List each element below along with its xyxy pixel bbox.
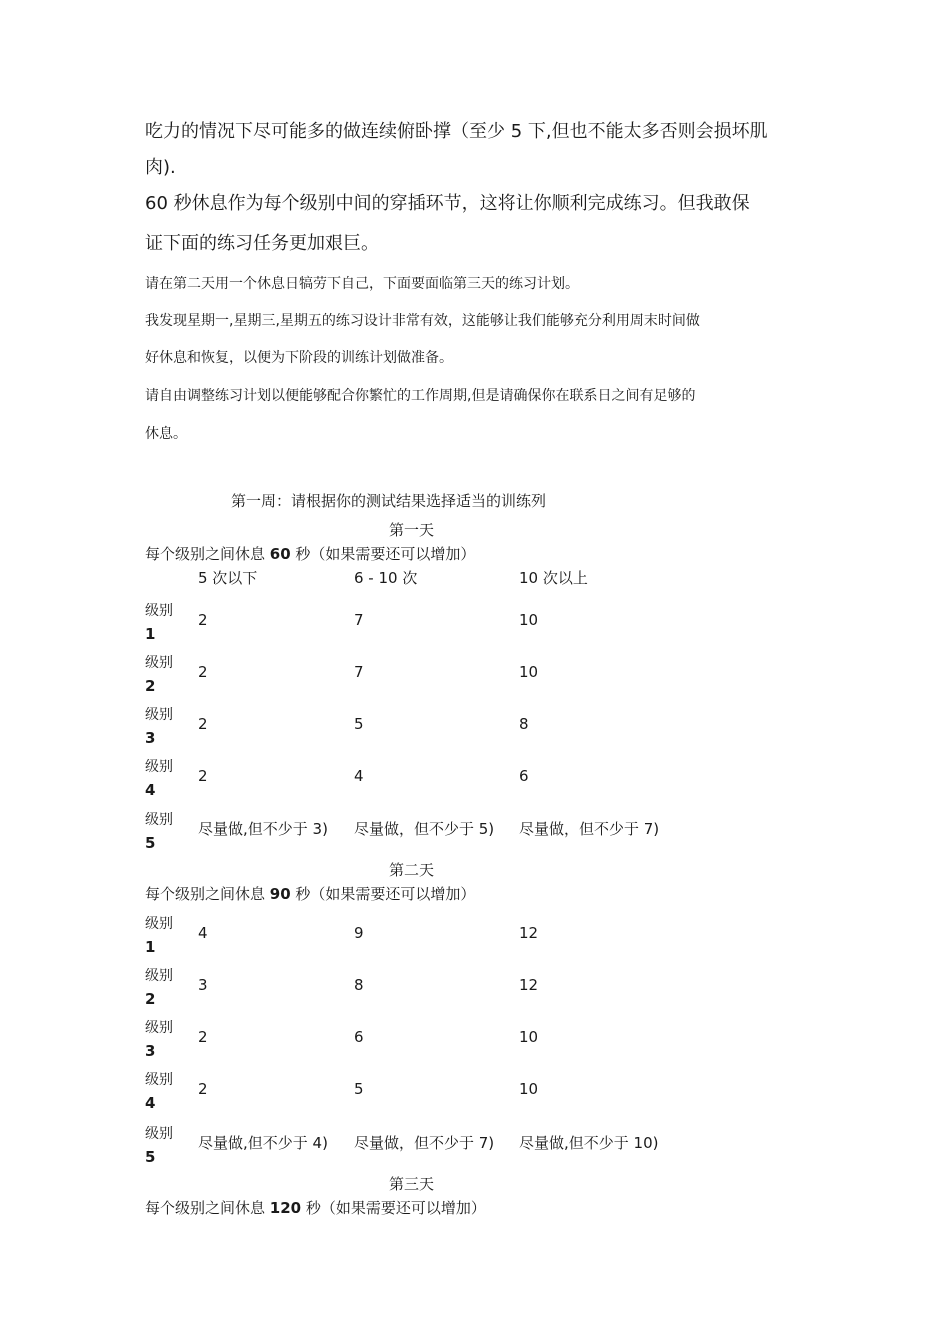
table-row xyxy=(0,913,950,959)
level-label: 级别 3 xyxy=(145,1020,173,1060)
cell-6-10: 5 xyxy=(354,1080,364,1098)
column-header-under-5: 5 次以下 xyxy=(198,569,258,587)
cell-over-10: 12 xyxy=(519,924,539,942)
level-label: 级别 4 xyxy=(145,759,173,799)
day-3-rest: 每个级别之间休息 120 秒（如果需要还可以增加） xyxy=(145,1199,486,1217)
table-row xyxy=(0,600,950,646)
cell-under-5: 2 xyxy=(198,715,208,733)
week-title: 第一周：请根据你的测试结果选择适当的训练列 xyxy=(231,492,547,510)
level-label: 级别 2 xyxy=(145,968,173,1008)
day-1-rest: 每个级别之间休息 60 秒（如果需要还可以增加） xyxy=(145,545,476,563)
cell-under-5: 尽量做,但不少于 4) xyxy=(198,1134,328,1152)
level-label: 级别 1 xyxy=(145,916,173,956)
cell-under-5: 2 xyxy=(198,1080,208,1098)
cell-under-5: 3 xyxy=(198,976,208,994)
cell-under-5: 2 xyxy=(198,663,208,681)
cell-over-10: 8 xyxy=(519,715,529,733)
cell-under-5: 尽量做,但不少于 3) xyxy=(198,820,328,838)
table-row xyxy=(0,809,950,855)
cell-6-10: 尽量做，但不少于 5) xyxy=(354,820,495,838)
level-label: 级别 5 xyxy=(145,812,173,852)
intro-line-3: 60 秒休息作为每个级别中间的穿插环节，这将让你顺利完成练习。但我敢保 xyxy=(145,193,750,214)
level-label: 级别 2 xyxy=(145,655,173,695)
day-1-title: 第一天 xyxy=(389,521,435,539)
cell-over-10: 10 xyxy=(519,611,539,629)
column-header-6-10: 6 - 10 次 xyxy=(354,569,418,587)
intro-line-6: 我发现星期一,星期三,星期五的练习设计非常有效，这能够让我们能够充分利用周末时间做 xyxy=(145,313,700,329)
table-row xyxy=(0,1069,950,1115)
day-2-rest: 每个级别之间休息 90 秒（如果需要还可以增加） xyxy=(145,885,476,903)
level-label: 级别 5 xyxy=(145,1126,173,1166)
cell-under-5: 2 xyxy=(198,611,208,629)
cell-over-10: 12 xyxy=(519,976,539,994)
cell-6-10: 7 xyxy=(354,611,364,629)
cell-over-10: 10 xyxy=(519,1080,539,1098)
cell-6-10: 4 xyxy=(354,767,364,785)
level-label: 级别 4 xyxy=(145,1072,173,1112)
cell-under-5: 4 xyxy=(198,924,208,942)
day-2-title: 第二天 xyxy=(389,861,435,879)
intro-line-1: 吃力的情况下尽可能多的做连续俯卧撑（至少 5 下,但也不能太多否则会损坏肌 xyxy=(145,121,768,142)
cell-over-10: 10 xyxy=(519,663,539,681)
cell-6-10: 5 xyxy=(354,715,364,733)
column-header-over-10: 10 次以上 xyxy=(519,569,588,587)
table-row xyxy=(0,652,950,698)
cell-6-10: 6 xyxy=(354,1028,364,1046)
cell-under-5: 2 xyxy=(198,1028,208,1046)
cell-over-10: 10 xyxy=(519,1028,539,1046)
intro-line-5: 请在第二天用一个休息日犒劳下自己，下面要面临第三天的练习计划。 xyxy=(145,276,579,292)
table-row xyxy=(0,1017,950,1063)
cell-over-10: 尽量做,但不少于 10) xyxy=(519,1134,659,1152)
level-label: 级别 1 xyxy=(145,603,173,643)
intro-line-2: 肉). xyxy=(145,157,176,178)
cell-6-10: 尽量做，但不少于 7) xyxy=(354,1134,495,1152)
table-row xyxy=(0,704,950,750)
intro-line-9: 休息。 xyxy=(145,426,187,442)
cell-6-10: 9 xyxy=(354,924,364,942)
intro-line-4: 证下面的练习任务更加艰巨。 xyxy=(145,233,379,254)
intro-line-8: 请自由调整练习计划以便能够配合你繁忙的工作周期,但是请确保你在联系日之间有足够的 xyxy=(145,388,696,404)
cell-under-5: 2 xyxy=(198,767,208,785)
level-label: 级别 3 xyxy=(145,707,173,747)
table-row xyxy=(0,1123,950,1169)
table-row xyxy=(0,756,950,802)
day-3-title: 第三天 xyxy=(389,1175,435,1193)
cell-6-10: 7 xyxy=(354,663,364,681)
cell-over-10: 6 xyxy=(519,767,529,785)
intro-line-7: 好休息和恢复，以便为下阶段的训练计划做准备。 xyxy=(145,350,453,366)
cell-over-10: 尽量做，但不少于 7) xyxy=(519,820,660,838)
cell-6-10: 8 xyxy=(354,976,364,994)
table-row xyxy=(0,965,950,1011)
